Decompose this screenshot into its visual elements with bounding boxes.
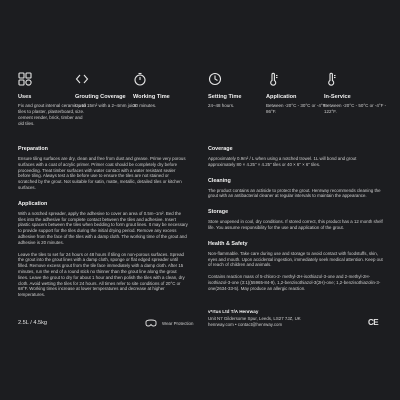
spec-title: Uses (18, 94, 32, 100)
coverage-heading: Coverage (208, 146, 233, 152)
spec-title: In-Service (324, 94, 351, 100)
spec-desc: Up to 15m² with a 2–4mm joint size. (75, 103, 137, 114)
application-text-1: With a notched spreader, apply the adhesive to cover an area of 0.5m–1m². Bed the tiles into the adhesive for complete contact between the tiles and adhesive. Insert plastic spacers between the tiles when bedding to form grout lines. It may be necessary to provide support for the tiles during the initial drying period. Remove any excess adhesive from the face of the tiles with a damp cloth. The working time of the grout and adhesive is 20 minutes. (18, 210, 188, 245)
health-safety-text-2: Contains reaction mass of 5-chloro-2- methyl-2H-isothiazol-3-one and 2-methyl-2H-isothiazol-3-one (3:1)(55965-84-9), 1,2-benzisothiazol-3(2H)-one; 1,2-benzisothiazolin-3-one(2634-33-5). May produce an allergic reaction. (208, 274, 381, 291)
goggles-icon (145, 319, 157, 327)
spec-desc: Fix and grout internal ceramic wall tiles to plaster, plasterboard, cement render, brick, timber and old tiles. (18, 103, 87, 126)
health-safety-text-1: Non-flammable. Take care during use and storage to avoid contact with foodstuffs, skin, eyes and mouth. Upon accidental ingestion, immediately seek medical attention. Keep out of reach of children and animals. (208, 250, 383, 268)
spec-title: Grouting Coverage (75, 94, 126, 100)
preparation-text: Ensure tiling surfaces are dry, clean and free from dust and grease. Prime very porous surfaces with a coat of acrylic primer. Primer coat should be completely dry before proceeding. Treat timber surfaces with water contact with a water resistant sealer before tiling. Always test a tile before use to ensure the tiles are not stained or scratched by the grout. Not suitable for satin, matte, metallic, detailed tiles or kitchen surfaces. (18, 156, 186, 190)
company-address: Unit N7 Gildersome Spur, Leeds, LS27 7JZ, UK (208, 316, 301, 321)
spec-desc: 20 minutes. (133, 103, 157, 108)
product-size: 2.5L / 4.5kg (18, 320, 48, 326)
preparation-heading: Preparation (18, 146, 48, 152)
spec-working-time (133, 72, 203, 109)
company-contact: henrway.com • contact@henrway.com (208, 322, 283, 327)
stopwatch-icon (133, 72, 147, 86)
tile-grid-icon (18, 72, 32, 86)
spec-title: Setting Time (208, 94, 242, 100)
spec-desc: Between -20°C - 30°C or -4°F - 86°F. (266, 103, 329, 114)
spec-in-service (324, 72, 394, 115)
spec-title: Working Time (133, 94, 170, 100)
ce-mark: CE (368, 318, 379, 327)
storage-text: Store unopened in cool, dry conditions. If stored correct, this product has a 12 month shelf life. You assume responsibility for the use and application of the grout. (208, 219, 383, 230)
spec-desc: 24–48 hours. (208, 103, 235, 108)
thermometer-icon (324, 72, 338, 86)
chevrons-icon (75, 72, 89, 86)
wear-protection (145, 318, 193, 328)
left-column (18, 146, 188, 304)
coverage-text: Approximately 0.9m² / L when using a notched trowel. 1L will bond and grout approximately 80 × 4.25" × 4.25" tiles or 40 × 6" × 6" tiles. (208, 156, 357, 167)
thermometer-icon (266, 72, 280, 86)
cleaning-text: The product contains an actiside to protect the grout. Henrway recommends cleaning the grout with an antibacterial cleaner at regular intervals to maintain the appearance. (208, 187, 381, 199)
company-name: v*rtus Ltd T/A Henrway (208, 309, 259, 314)
storage-heading: Storage (208, 209, 229, 216)
wear-protection-label: Wear Protection (162, 320, 194, 326)
spec-row (18, 72, 388, 132)
right-column (208, 146, 384, 298)
spec-title: Application (266, 94, 297, 100)
application-heading: Application (18, 200, 48, 207)
clock-icon (208, 72, 222, 86)
spec-desc: Between -20°C - 50°C or -4°F - 122°F. (324, 103, 387, 114)
company-info (208, 309, 368, 328)
application-text-2: Leave the tiles to set for 24 hours or 48 hours if tiling on non-porous surfaces. Spread the grout into the grout lines with a damp cloth, sponge or flat edged spreader until filled. Remove excess grout from the tile face immediately with a damp cloth. After 15 minutes, run the end of a round stick no thinner than the grout line along the grout lines. Leave the grout to dry for about 1 hour and then polish the tiles with a clean, dry cloth. Avoid wetting the tiles for 24 hours. All times refer to site conditions of 20°C or 68°F. Working times increase at lower temperatures and decrease at higher temperatures. (18, 251, 185, 298)
cleaning-heading: Cleaning (208, 177, 231, 184)
health-safety-heading: Health & Safety (208, 240, 248, 247)
